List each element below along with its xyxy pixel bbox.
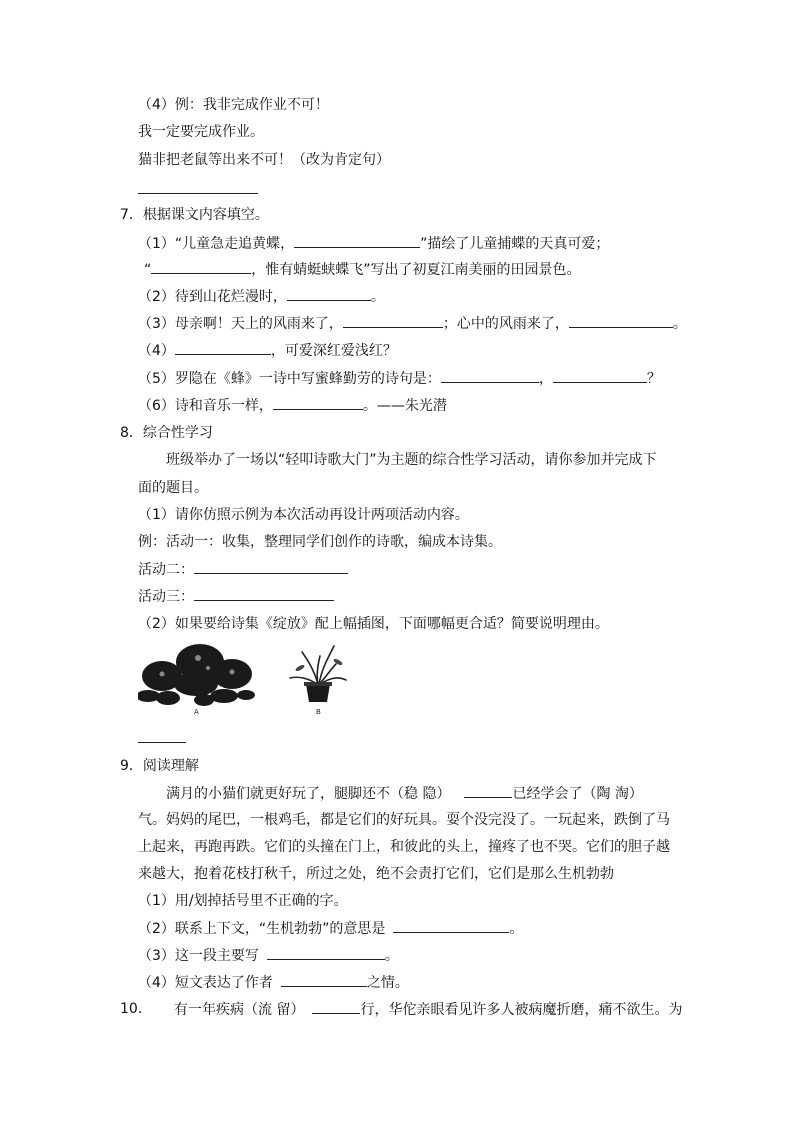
q9-question3-blank[interactable]	[267, 945, 385, 960]
q8-part1: （1）请你仿照示例为本次活动再设计两项活动内容。	[138, 507, 469, 523]
q7-s1b-pre: “	[144, 262, 152, 278]
q9-passage-blank1[interactable]	[464, 783, 512, 798]
q7-s5	[138, 368, 661, 389]
q9-question1: （1）用/划掉括号里不正确的字。	[138, 893, 348, 909]
q7-s3-blank2[interactable]	[569, 313, 673, 328]
q7-s2-pre: （2）待到山花烂漫时，	[138, 289, 287, 305]
q10-blank[interactable]	[312, 999, 360, 1014]
q7-s2-post: 。	[370, 289, 385, 305]
q7-s5-pre: （5）罗隐在《蜂》一诗中写蜜蜂勤劳的诗句是：	[138, 371, 441, 387]
q7-s3-post: 。	[672, 316, 687, 332]
q8-activity2	[138, 559, 348, 580]
q7-s4	[138, 340, 397, 361]
q9-question2-blank[interactable]	[393, 918, 509, 933]
q7-s1b-blank[interactable]	[151, 259, 251, 274]
q7-s4-blank[interactable]	[175, 340, 271, 355]
q9-question2	[138, 918, 523, 939]
q9-passage-line1-post: 已经学会了（陶 淘）	[512, 786, 643, 802]
q7-s6	[138, 395, 447, 416]
q7-s2-blank[interactable]	[287, 286, 371, 301]
q7-s3-pre: （3）母亲啊！天上的风雨来了，	[138, 316, 343, 332]
q7-s1a-blank[interactable]	[294, 233, 420, 248]
q8-intro-line1: 班级举办了一场以“轻叩诗歌大门”为主题的综合性学习活动，请你参加并完成下	[166, 452, 657, 468]
q9-question2-pre: （2）联系上下文，“生机勃勃”的意思是	[138, 921, 386, 937]
q7-s5-mid: ，	[538, 371, 553, 387]
q7-s1b	[144, 259, 581, 280]
q7-s1a	[138, 233, 609, 254]
q9-question2-post: 。	[509, 921, 524, 937]
flower-illustration-a	[138, 640, 256, 716]
q7-s5-post: ？	[646, 371, 661, 387]
q7-s4-post: ，可爱深红爱浅红？	[270, 343, 397, 359]
q9-question4-blank[interactable]	[281, 972, 367, 987]
q8-example: 例：活动一：收集，整理同学们创作的诗歌，编成本诗集。	[138, 534, 502, 550]
q7-s1a-pre: （1）“儿童急走追黄蝶，	[138, 236, 295, 252]
q8-activity3-blank[interactable]	[194, 586, 334, 601]
potted-plant-illustration-b	[286, 640, 350, 716]
q9-passage-line1-pre: 满月的小猫们就更好玩了，腿脚还不（稳 隐）	[166, 786, 451, 802]
q8-activity3-label: 活动三：	[138, 589, 194, 605]
q9-question3	[138, 945, 399, 966]
q9-question4-post: 之情。	[366, 975, 409, 991]
q7-s5-blank1[interactable]	[441, 368, 539, 383]
q7-s3-blank1[interactable]	[343, 313, 443, 328]
q9-title: 9．阅读理解	[120, 758, 199, 774]
q7-s3	[138, 313, 687, 334]
q10-number: 10．	[120, 1001, 152, 1017]
q8-part2: （2）如果要给诗集《绽放》配上幅插图，下面哪幅更合适？简要说明理由。	[138, 616, 609, 632]
q7-s1b-post: ，惟有蜻蜓蛱蝶飞”写出了初夏江南美丽的田园景色。	[251, 262, 581, 278]
q6-example-answer: 我一定要完成作业。	[138, 124, 264, 140]
q8-activity3	[138, 586, 334, 607]
q8-activity2-blank[interactable]	[194, 559, 348, 574]
q7-title: 7．根据课文内容填空。	[120, 207, 269, 223]
q10-text-pre: 有一年疾病（流 留）	[174, 1002, 305, 1018]
q8-activity2-label: 活动二：	[138, 562, 194, 578]
q10-text	[174, 999, 682, 1020]
q7-s6-post: 。——朱光潜	[362, 398, 447, 414]
q9-passage-line2: 气。妈妈的尾巴，一根鸡毛，都是它们的好玩具。耍个没完没了。一玩起来，跌倒了马	[138, 812, 670, 828]
q9-question4	[138, 972, 409, 993]
q9-passage-line1	[166, 783, 643, 804]
q8-answer-blank[interactable]	[138, 742, 186, 743]
q6-task: 猫非把老鼠等出来不可！（改为肯定句）	[138, 152, 390, 168]
picture-b-label: B	[316, 708, 321, 716]
q7-s3-mid: ；心中的风雨来了，	[442, 316, 569, 332]
q9-passage-line3: 上起来，再跑再跌。它们的头撞在门上，和彼此的头上，撞疼了也不哭。它们的胆子越	[138, 839, 670, 855]
q7-s1a-post: ”描绘了儿童捕蝶的天真可爱；	[420, 236, 610, 252]
q10-text-post: 行，华佗亲眼看见许多人被病魔折磨，痛不欲生。为	[360, 1002, 683, 1018]
picture-a-label: A	[194, 708, 199, 716]
q7-s6-blank[interactable]	[273, 395, 363, 410]
q6-answer-blank[interactable]	[138, 193, 258, 194]
q7-s4-pre: （4）	[138, 343, 175, 359]
q9-question3-pre: （3）这一段主要写	[138, 948, 259, 964]
q9-question4-pre: （4）短文表达了作者	[138, 975, 273, 991]
q9-question3-post: 。	[384, 948, 399, 964]
q6-example: （4）例：我非完成作业不可！	[138, 97, 329, 113]
q7-s6-pre: （6）诗和音乐一样，	[138, 398, 273, 414]
q8-title: 8．综合性学习	[120, 425, 213, 441]
q8-intro-line2: 面的题目。	[138, 480, 208, 496]
q7-s5-blank2[interactable]	[553, 368, 647, 383]
q7-s2	[138, 286, 385, 307]
q9-passage-line4: 来越大，抱着花枝打秋千，所过之处，绝不会责打它们，它们是那么生机勃勃	[138, 866, 614, 882]
